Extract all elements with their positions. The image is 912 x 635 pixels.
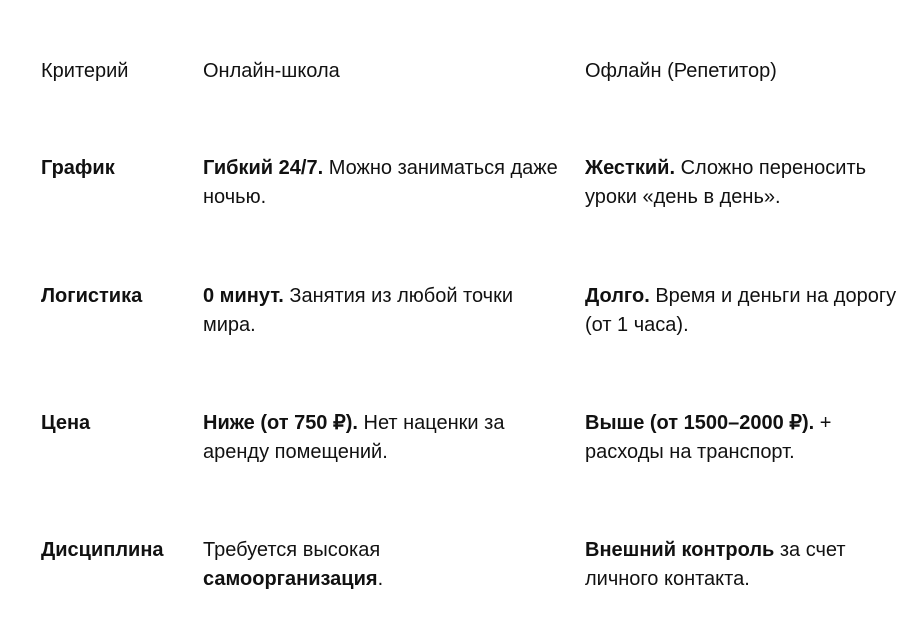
- online-cell: [203, 536, 563, 594]
- online-cell: [203, 154, 563, 212]
- header-criterion: Критерий: [41, 60, 129, 82]
- offline-highlight: Жесткий.: [585, 157, 676, 179]
- offline-highlight: Внешний контроль: [585, 539, 775, 561]
- online-detail-prefix: Требуется высокая: [203, 539, 381, 561]
- offline-detail: Время и деньги на дорогу (от 1 часа).: [585, 285, 897, 336]
- offline-cell: [585, 154, 905, 212]
- online-highlight: Гибкий 24/7.: [203, 157, 324, 179]
- offline-cell: [585, 282, 905, 340]
- row-label: График: [41, 157, 115, 179]
- offline-highlight: Выше (от 1500–2000 ₽).: [585, 412, 815, 434]
- offline-cell: [585, 409, 905, 467]
- offline-detail: за счет личного контакта.: [585, 539, 846, 590]
- online-cell: [203, 282, 563, 340]
- online-highlight: Ниже (от 750 ₽).: [203, 412, 358, 434]
- online-cell: [203, 409, 563, 467]
- online-detail: Нет наценки за аренду помещений.: [203, 412, 505, 463]
- offline-highlight: Долго.: [585, 285, 650, 307]
- row-label: Цена: [41, 412, 91, 434]
- offline-cell: [585, 536, 905, 594]
- online-highlight: самоорганизация: [203, 568, 378, 590]
- row-label: Дисциплина: [41, 539, 164, 561]
- offline-detail: Сложно переносить уроки «день в день».: [585, 157, 867, 208]
- online-detail: Можно заниматься даже ночью.: [203, 157, 558, 208]
- online-detail: Занятия из любой точки мира.: [203, 285, 514, 336]
- online-highlight: 0 минут.: [203, 285, 284, 307]
- header-online: Онлайн-школа: [203, 60, 340, 82]
- online-detail: .: [377, 568, 384, 590]
- header-offline: Офлайн (Репетитор): [585, 60, 777, 82]
- row-label: Логистика: [41, 285, 143, 307]
- offline-detail: + расходы на транспорт.: [585, 412, 832, 463]
